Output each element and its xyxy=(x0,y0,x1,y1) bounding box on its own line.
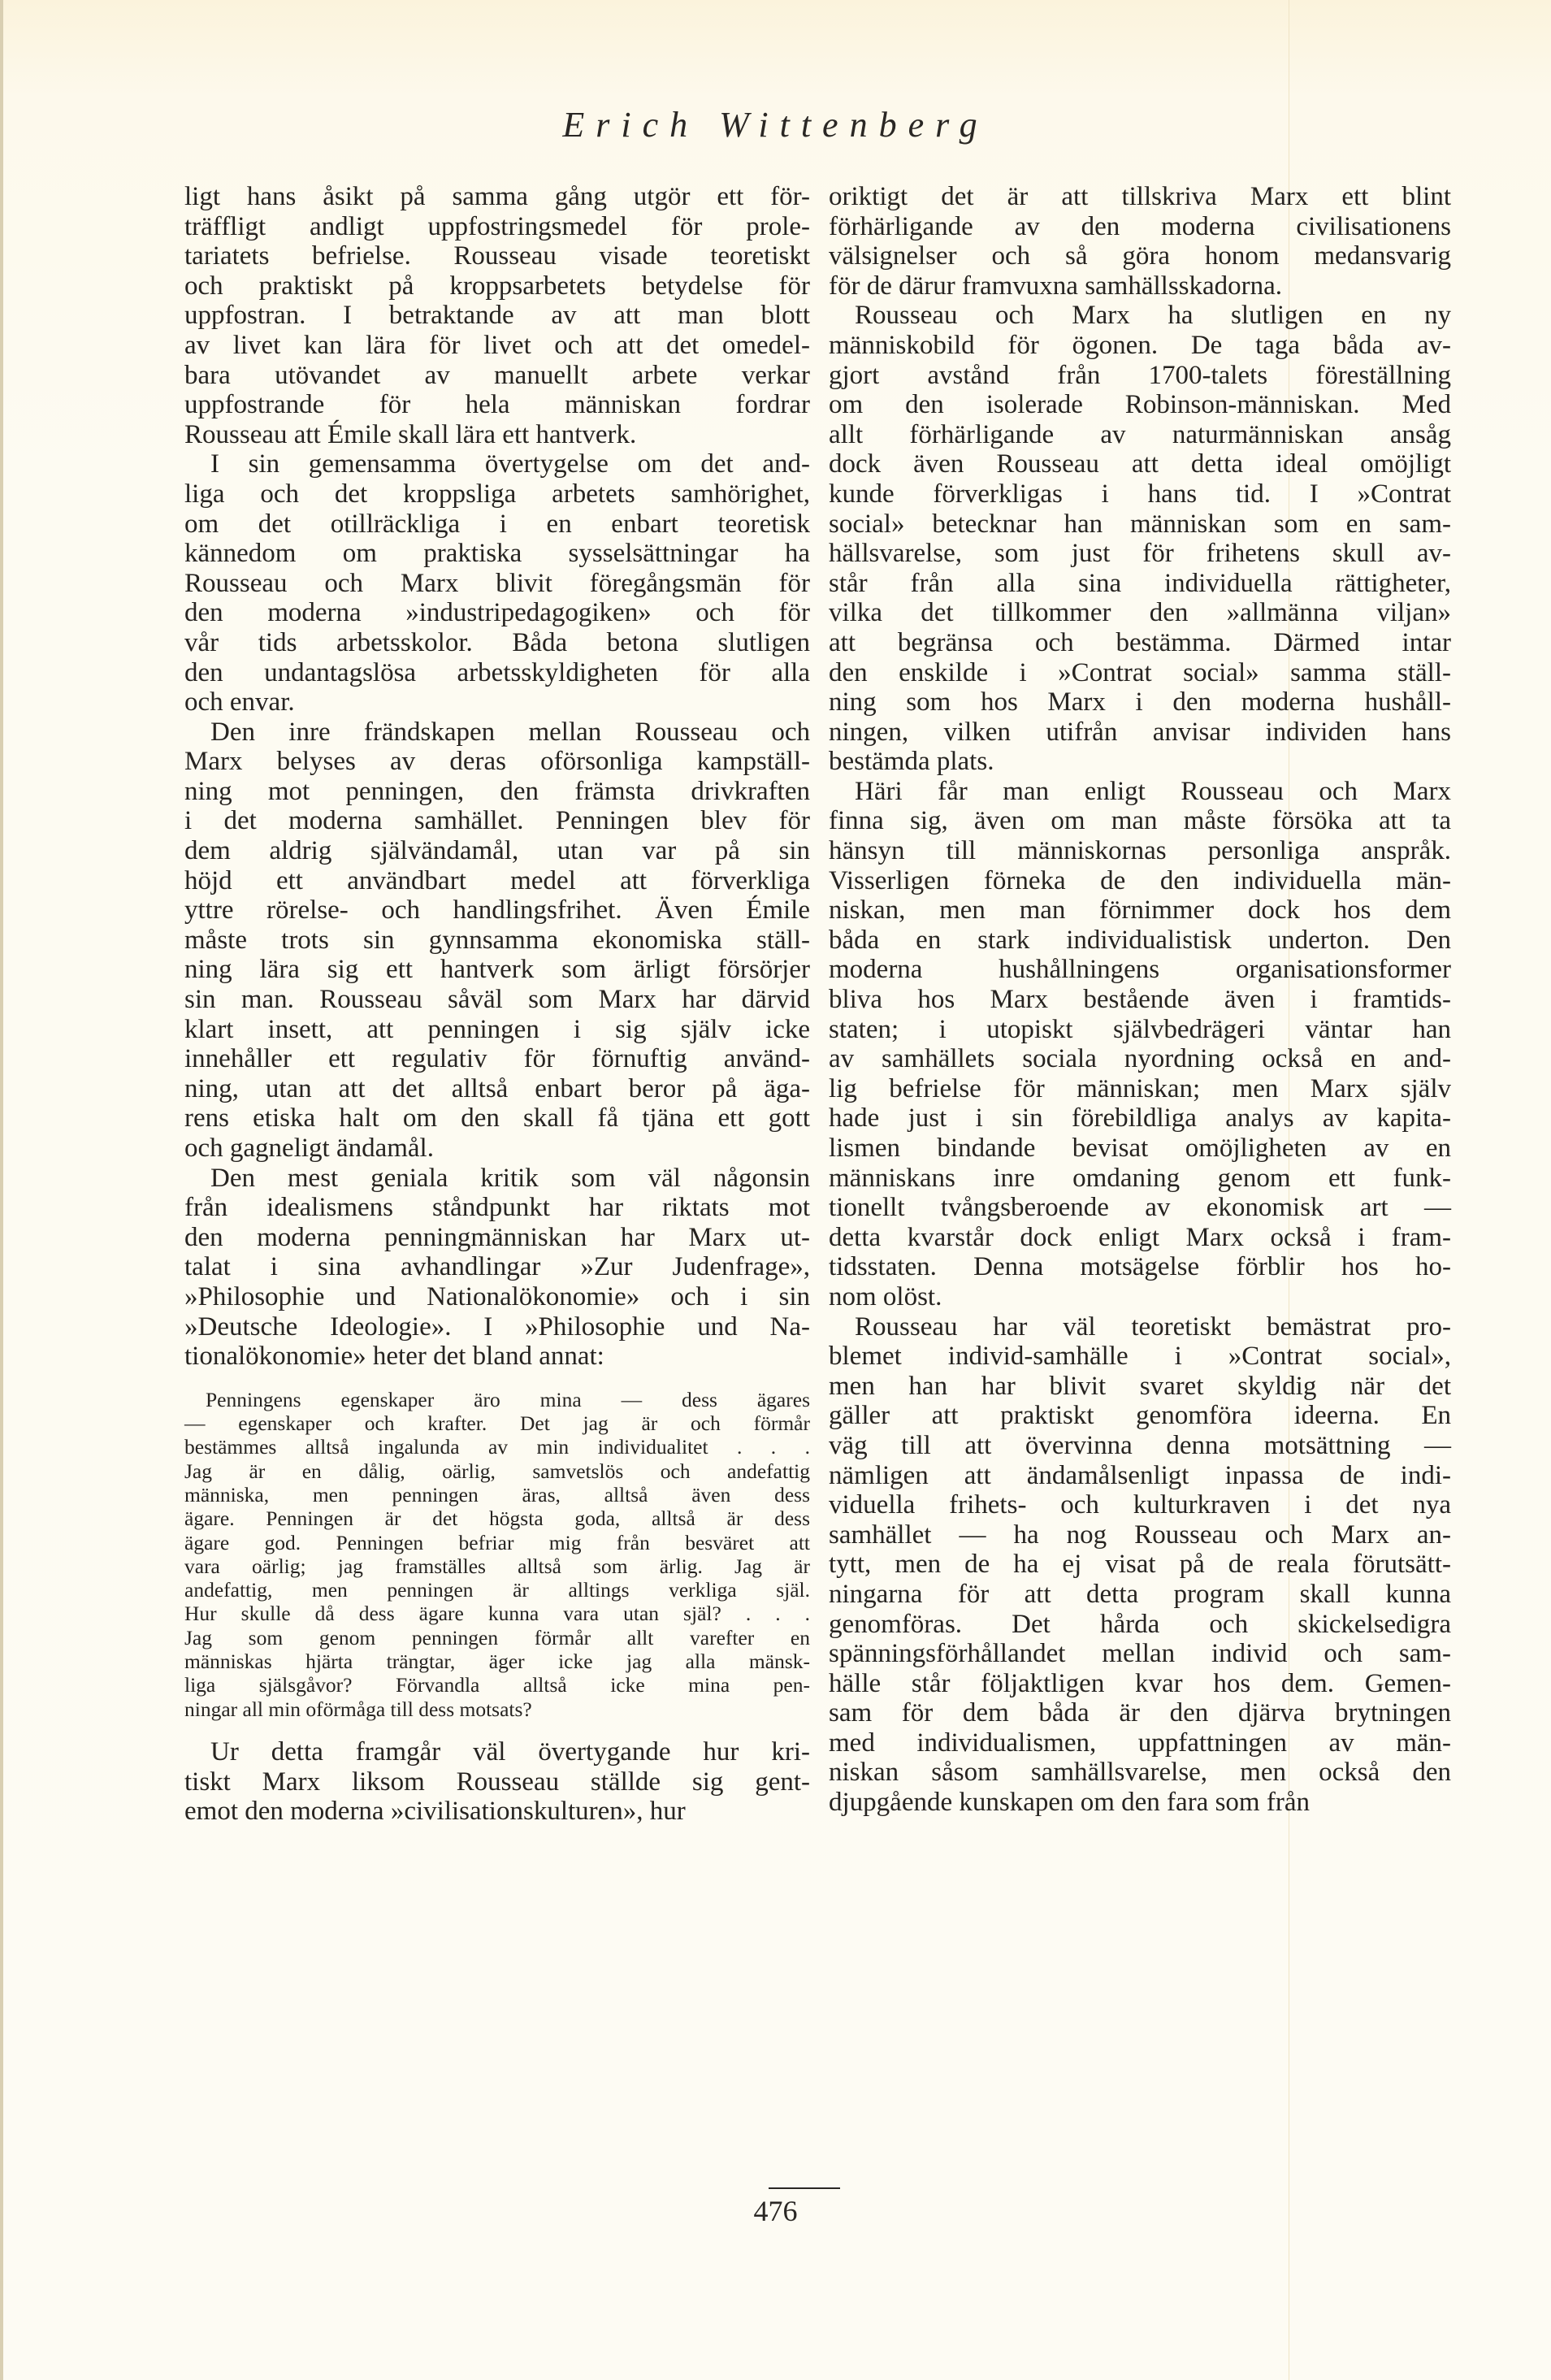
folio-rule xyxy=(769,2187,840,2189)
text-line: samhället — ha nog Rousseau och Marx an- xyxy=(829,1519,1451,1550)
text-line: att begränsa och bestämma. Därmed intar xyxy=(829,627,1451,657)
text-line: ägare. Penningen är det högsta goda, alltså är dess xyxy=(184,1506,810,1531)
text-line: förhärligande av den moderna civilisationens xyxy=(829,211,1451,241)
text-line: moderna hushållningens organisationsformer xyxy=(829,955,1451,985)
text-line: står från alla sina individuella rättigheter, xyxy=(829,568,1451,598)
text-line: bliva hos Marx bestående även i framtids- xyxy=(829,985,1451,1015)
paragraph xyxy=(184,717,810,1164)
text-line: Rousseau och Marx blivit föregångsmän för xyxy=(184,568,810,598)
text-line: men han har blivit svaret skyldig när det xyxy=(829,1371,1451,1401)
text-line: bara utövandet av manuellt arbete verkar xyxy=(184,360,810,390)
text-line: andefattig, men penningen är alltings verkliga själ. xyxy=(184,1578,810,1602)
text-line: Rousseau har väl teoretiskt bemästrat pro- xyxy=(855,1311,1451,1342)
text-line: hade just i sin förebildliga analys av kapita- xyxy=(829,1103,1451,1134)
text-line: Rousseau och Marx ha slutligen en ny xyxy=(855,301,1451,331)
text-line: om det otillräckliga i en enbart teoretisk xyxy=(184,509,810,539)
text-line: oriktigt det är att tillskriva Marx ett blint xyxy=(829,182,1451,211)
text-line: den moderna »industripedagogiken» och för xyxy=(184,598,810,628)
text-line: och envar. xyxy=(184,687,295,717)
text-line: niskan, men man förnimmer dock hos dem xyxy=(829,895,1451,926)
text-line: rens etiska halt om den skall få tjäna ett gott xyxy=(184,1103,810,1134)
text-line: »Deutsche Ideologie». I »Philosophie und Na- xyxy=(184,1311,810,1342)
right-column xyxy=(829,182,1451,1818)
text-line: djupgående kunskapen om den fara som från xyxy=(829,1788,1310,1818)
text-line: tiskt Marx liksom Rousseau ställde sig gent- xyxy=(184,1767,810,1797)
text-line: ning som hos Marx i den moderna hushåll- xyxy=(829,687,1451,717)
text-line: av livet kan lära för livet och att det omedel- xyxy=(184,330,810,360)
paragraph xyxy=(184,1164,810,1372)
text-line: spänningsförhållandet mellan individ och sam- xyxy=(829,1639,1451,1669)
text-line: vår tids arbetsskolor. Båda betona slutligen xyxy=(184,627,810,657)
text-line: människas hjärta trängtar, äger icke jag alla mänsk- xyxy=(184,1650,810,1674)
text-line: uppfostran. I betraktande av att man blott xyxy=(184,301,810,331)
text-line: bestämda plats. xyxy=(829,747,994,777)
text-line: ningarna för att detta program skall kunna xyxy=(829,1579,1451,1609)
text-line: niskan såsom samhällsvarelse, men också den xyxy=(829,1758,1451,1788)
text-line: social» betecknar han människan som en sam- xyxy=(829,509,1451,539)
text-line: ning, utan att det alltså enbart beror på äga- xyxy=(184,1073,810,1103)
text-line: nom olöst. xyxy=(829,1281,942,1311)
text-line: hälle står följaktligen kvar hos dem. Gemen- xyxy=(829,1668,1451,1698)
running-head-author: Erich Wittenberg xyxy=(562,105,989,145)
text-line: vilka det tillkommer den »allmänna viljan» xyxy=(829,598,1451,628)
text-line: »Philosophie und Nationalökonomie» och i sin xyxy=(184,1281,810,1311)
text-line: tariatets befrielse. Rousseau visade teoretiskt xyxy=(184,241,810,271)
text-line: staten; i utopiskt självbedrägeri väntar han xyxy=(829,1014,1451,1044)
text-line: Hur skulle då dess ägare kunna vara utan själ? . . . xyxy=(184,1602,810,1626)
text-line: finna sig, även om man måste försöka att ta xyxy=(829,806,1451,836)
text-line: från idealismens ståndpunkt har riktats mot xyxy=(184,1193,810,1223)
text-line: yttre rörelse- och handlingsfrihet. Även Émile xyxy=(184,895,810,926)
text-line: gäller att praktiskt genomföra ideerna. En xyxy=(829,1401,1451,1431)
text-line: Marx belyses av deras oförsonliga kampställ- xyxy=(184,747,810,777)
text-line: lig befrielse för människan; men Marx själv xyxy=(829,1073,1451,1103)
text-line: Visserligen förneka de den individuella män- xyxy=(829,865,1451,895)
text-line: med individualismen, uppfattningen av män- xyxy=(829,1728,1451,1758)
paragraph xyxy=(829,1312,1451,1818)
text-line: Den inre frändskapen mellan Rousseau och xyxy=(210,717,810,747)
text-line: ning lära sig ett hantverk som ärligt försörjer xyxy=(184,955,810,985)
page-number: 476 xyxy=(753,2195,798,2227)
text-line: allt förhärligande av naturmänniskan ansåg xyxy=(829,419,1451,449)
text-line: människans inre omdaning genom ett funk- xyxy=(829,1163,1451,1193)
paragraph xyxy=(184,182,810,449)
text-line: tytt, men de ha ej visat på de reala förutsätt- xyxy=(829,1550,1451,1580)
text-line: ning mot penningen, den främsta drivkraften xyxy=(184,776,810,806)
text-line: nämligen att ändamålsenligt inpassa de indi- xyxy=(829,1460,1451,1490)
text-line: kunde förverkligas i hans tid. I »Contrat xyxy=(829,479,1451,509)
paragraph xyxy=(829,301,1451,777)
text-line: bestämmes alltså ingalunda av min individualitet . . . xyxy=(184,1435,810,1459)
text-line: den enskilde i »Contrat social» samma ställ- xyxy=(829,657,1451,687)
text-line: klart insett, att penningen i sig själv icke xyxy=(184,1014,810,1044)
text-line: måste trots sin gynnsamma ekonomiska ställ- xyxy=(184,925,810,955)
text-line: gjort avstånd från 1700-talets föreställning xyxy=(829,360,1451,390)
text-line: välsignelser och så göra honom medansvarig xyxy=(829,241,1451,271)
paragraph xyxy=(184,1737,810,1827)
text-line: Den mest geniala kritik som väl någonsin xyxy=(210,1163,810,1193)
text-line: vara oärlig; jag framställes alltså som ärlig. Jag är xyxy=(184,1554,810,1578)
text-line: ligt hans åsikt på samma gång utgör ett för- xyxy=(184,182,810,211)
text-line: träffligt andligt uppfostringsmedel för prole- xyxy=(184,211,810,241)
text-line: Jag är en dålig, oärlig, samvetslös och andefattig xyxy=(184,1459,810,1483)
block-quotation xyxy=(184,1388,810,1721)
text-line: sin man. Rousseau såväl som Marx har därvid xyxy=(184,985,810,1015)
text-line: båda en stark individualistisk underton. Den xyxy=(829,925,1451,955)
text-line: ningen, vilken utifrån anvisar individen hans xyxy=(829,717,1451,747)
text-line: lismen bindande bevisat omöjligheten av en xyxy=(829,1134,1451,1163)
left-column xyxy=(184,182,810,1827)
text-line: och gagneligt ändamål. xyxy=(184,1134,434,1163)
text-line: den moderna penningmänniskan har Marx ut- xyxy=(184,1222,810,1252)
text-line: tionellt tvångsberoende av ekonomisk art — xyxy=(829,1193,1451,1223)
text-line: talat i sina avhandlingar »Zur Judenfrage», xyxy=(184,1252,810,1282)
text-line: hänsyn till människornas personliga anspråk. xyxy=(829,836,1451,866)
text-line: Ur detta framgår väl övertygande hur kri- xyxy=(210,1736,810,1767)
text-line: sam för dem båda är den djärva brytningen xyxy=(829,1698,1451,1728)
text-line: — egenskaper och krafter. Det jag är och förmår xyxy=(184,1411,810,1436)
text-line: kännedom om praktiska sysselsättningar ha xyxy=(184,539,810,569)
text-line: i det moderna samhället. Penningen blev för xyxy=(184,806,810,836)
paragraph xyxy=(829,182,1451,301)
text-line: den undantagslösa arbetsskyldigheten för alla xyxy=(184,657,810,687)
text-line: detta kvarstår dock enligt Marx också i fram- xyxy=(829,1222,1451,1252)
text-line: ningar all min oförmåga till dess motsats? xyxy=(184,1697,532,1721)
text-line: liga själsgåvor? Förvandla alltså icke mina pen- xyxy=(184,1673,810,1697)
paragraph xyxy=(184,449,810,717)
text-line: Häri får man enligt Rousseau och Marx xyxy=(855,776,1451,806)
text-line: om den isolerade Robinson-människan. Med xyxy=(829,390,1451,420)
text-line: Jag som genom penningen förmår allt varefter en xyxy=(184,1625,810,1650)
text-line: Penningens egenskaper äro mina — dess ägares xyxy=(206,1387,810,1411)
text-line: Rousseau att Émile skall lära ett hantverk. xyxy=(184,419,637,449)
text-line: och praktiskt på kroppsarbetets betydelse för xyxy=(184,271,810,301)
text-line: tidsstaten. Denna motsägelse förblir hos ho- xyxy=(829,1252,1451,1282)
text-line: av samhällets sociala nyordning också en and- xyxy=(829,1044,1451,1074)
text-line: uppfostrande för hela människan fordrar xyxy=(184,390,810,420)
text-line: dem aldrig självändamål, utan var på sin xyxy=(184,836,810,866)
paragraph xyxy=(829,777,1451,1312)
text-line: liga och det kroppsliga arbetets samhörighet, xyxy=(184,479,810,509)
text-line: höjd ett användbart medel att förverkliga xyxy=(184,865,810,895)
text-line: blemet individ-samhälle i »Contrat social», xyxy=(829,1342,1451,1372)
text-line: I sin gemensamma övertygelse om det and- xyxy=(210,449,810,479)
text-line: viduella frihets- och kulturkraven i det nya xyxy=(829,1490,1451,1520)
text-line: för de därur framvuxna samhällsskadorna. xyxy=(829,271,1283,301)
text-line: människobild för ögonen. De taga båda av- xyxy=(829,330,1451,360)
text-line: genomföras. Det hårda och skickelsedigra xyxy=(829,1609,1451,1639)
text-line: innehåller ett regulativ för förnuftig använd- xyxy=(184,1044,810,1074)
text-line: ägare god. Penningen befriar mig från besväret att xyxy=(184,1530,810,1554)
text-line: tionalökonomie» heter det bland annat: xyxy=(184,1342,604,1372)
page-edge xyxy=(0,0,3,2380)
text-line: dock även Rousseau att detta ideal omöjligt xyxy=(829,449,1451,479)
text-line: emot den moderna »civilisationskulturen», hur xyxy=(184,1797,686,1827)
text-line: väg till att övervinna denna motsättning — xyxy=(829,1430,1451,1460)
text-line: människa, men penningen äras, alltså även dess xyxy=(184,1482,810,1506)
text-line: hällsvarelse, som just för frihetens skull av- xyxy=(829,539,1451,569)
